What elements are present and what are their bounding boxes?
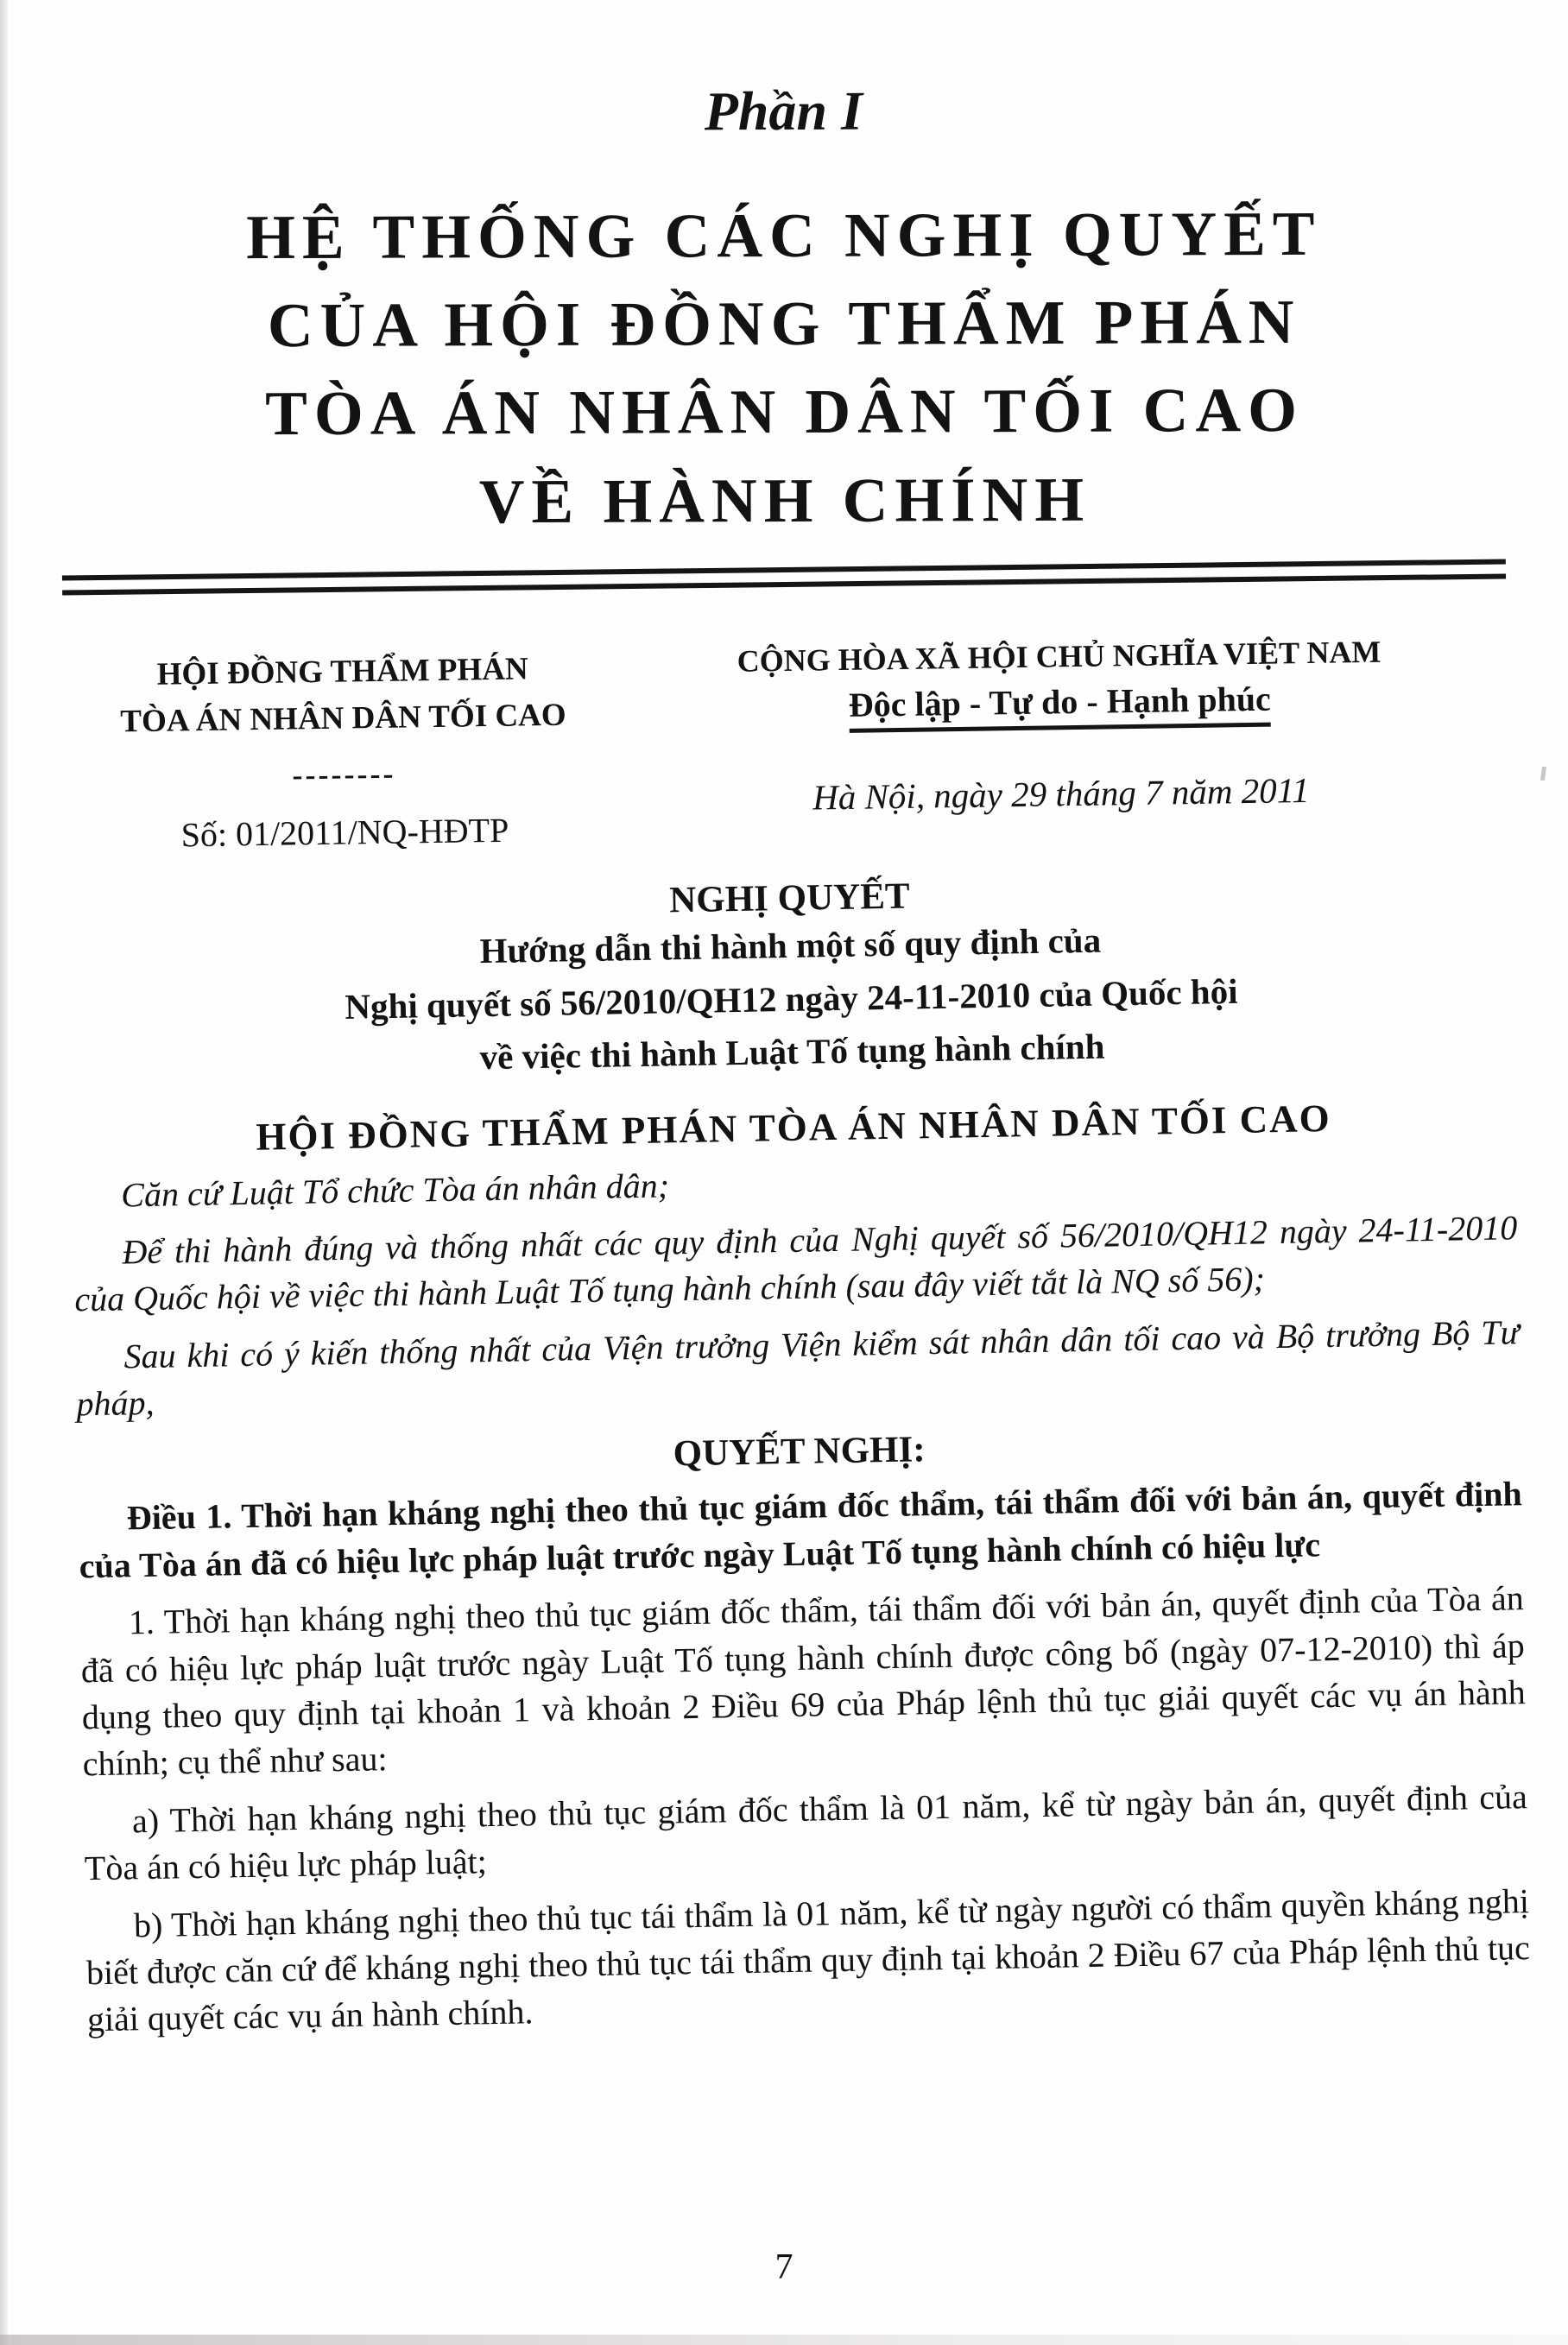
issuing-body-line: TÒA ÁN NHÂN DÂN TỐI CAO [120, 697, 566, 739]
section-title-block [0, 0, 1568, 547]
doc-subtitle-line: Nghị quyết số 56/2010/QH12 ngày 24-11-2010 của Quốc hội [345, 970, 1238, 1027]
clause-paragraph: 1. Thời hạn kháng nghị theo thủ tục giám đốc thẩm, tái thẩm đối với bản án, quyết định của Tòa án đã có hiệu lực pháp luật trước ngày Luật Tố tụng hành chính được công bố (ngày 07-12-2010) thì áp dụng theo quy định tại khoản 1 và khoản 2 Điều 69 của Pháp lệnh thủ tục giải quyết các vụ án hành chính; cụ thể như sau: [80, 1578, 1526, 1784]
document-body [0, 863, 1568, 2045]
preamble-paragraph: Sau khi có ý kiến thống nhất của Viện trưởng Viện kiểm sát nhân dân tối cao và Bộ trưởng Bộ Tư pháp, [76, 1312, 1520, 1424]
letterhead [0, 630, 1568, 857]
issuing-body-line: HỘI ĐỒNG THẨM PHÁN [156, 651, 528, 692]
doc-subtitle [68, 907, 1514, 1091]
preamble-paragraph: Căn cứ Luật Tổ chức Tòa án nhân dân; [120, 1165, 670, 1214]
national-motto: Độc lập - Tự do - Hạnh phúc [848, 678, 1271, 732]
main-title-line: TÒA ÁN NHÂN DÂN TỐI CAO [265, 375, 1305, 449]
main-title-line: CỦA HỘI ĐỒNG THẨM PHÁN [267, 287, 1301, 361]
letterhead-left-column [66, 645, 621, 857]
main-title [0, 189, 1568, 547]
issuing-body [66, 645, 620, 746]
part-label: Phần I [704, 79, 863, 142]
scan-edge-bottom [0, 2335, 1568, 2345]
place-date: Hà Nội, ngày 29 tháng 7 năm 2011 [812, 769, 1310, 818]
article-1-heading: Điều 1. Thời hạn kháng nghị theo thủ tục giám đốc thẩm, tái thẩm đối với bản án, quyết định của Tòa án đã có hiệu lực pháp luật trước ngày Luật Tố tụng hành chính có hiệu lực [79, 1474, 1522, 1586]
scan-edge-left [0, 0, 8, 2345]
letterhead-band [0, 630, 1568, 857]
national-motto-wrap [645, 675, 1475, 736]
main-title-line: VỀ HÀNH CHÍNH [478, 464, 1091, 536]
doc-subtitle-line: Hướng dẫn thi hành một số quy định của [479, 920, 1102, 971]
letterhead-right-column [644, 632, 1476, 848]
national-title: CỘNG HÒA XÃ HỘI CHỦ NGHĨA VIỆT NAM [737, 634, 1381, 679]
divider-dashes: -------- [292, 755, 396, 793]
issuer-heading: HỘI ĐỒNG THẨM PHÁN TÒA ÁN NHÂN DÂN TỐI CAO [256, 1096, 1332, 1159]
main-title-line: HỆ THỐNG CÁC NGHỊ QUYẾT [246, 198, 1322, 273]
doc-type-heading: NGHỊ QUYẾT [668, 875, 910, 921]
clause-paragraph: a) Thời hạn kháng nghị theo thủ tục giám đốc thẩm là 01 năm, kể từ ngày bản án, quyết định của Tòa án có hiệu lực pháp luật; [84, 1776, 1528, 1888]
doc-subtitle-line: về việc thi hành Luật Tố tụng hành chính [479, 1026, 1105, 1078]
doc-number: Số: 01/2011/NQ-HĐTP [180, 810, 509, 855]
resolution-heading: QUYẾT NGHỊ: [673, 1429, 926, 1475]
preamble-paragraph: Để thi hành đúng và thống nhất các quy định của Nghị quyết số 56/2010/QH12 ngày 24-11-2010 của Quốc hội về việc thi hành Luật Tố tụng hành chính (sau đây viết tắt là NQ số 56); [74, 1208, 1518, 1319]
title-divider-rule [62, 559, 1506, 595]
clause-paragraph: b) Thời hạn kháng nghị theo thủ tục tái thẩm là 01 năm, kể từ ngày người có thẩm quyền kháng nghị biết được căn cứ để kháng nghị theo thủ tục tái thẩm quy định tại khoản 2 Điều 67 của Pháp lệnh thủ tục giải quyết các vụ án hành chính. [85, 1880, 1531, 2039]
page-number: 7 [775, 2247, 793, 2287]
